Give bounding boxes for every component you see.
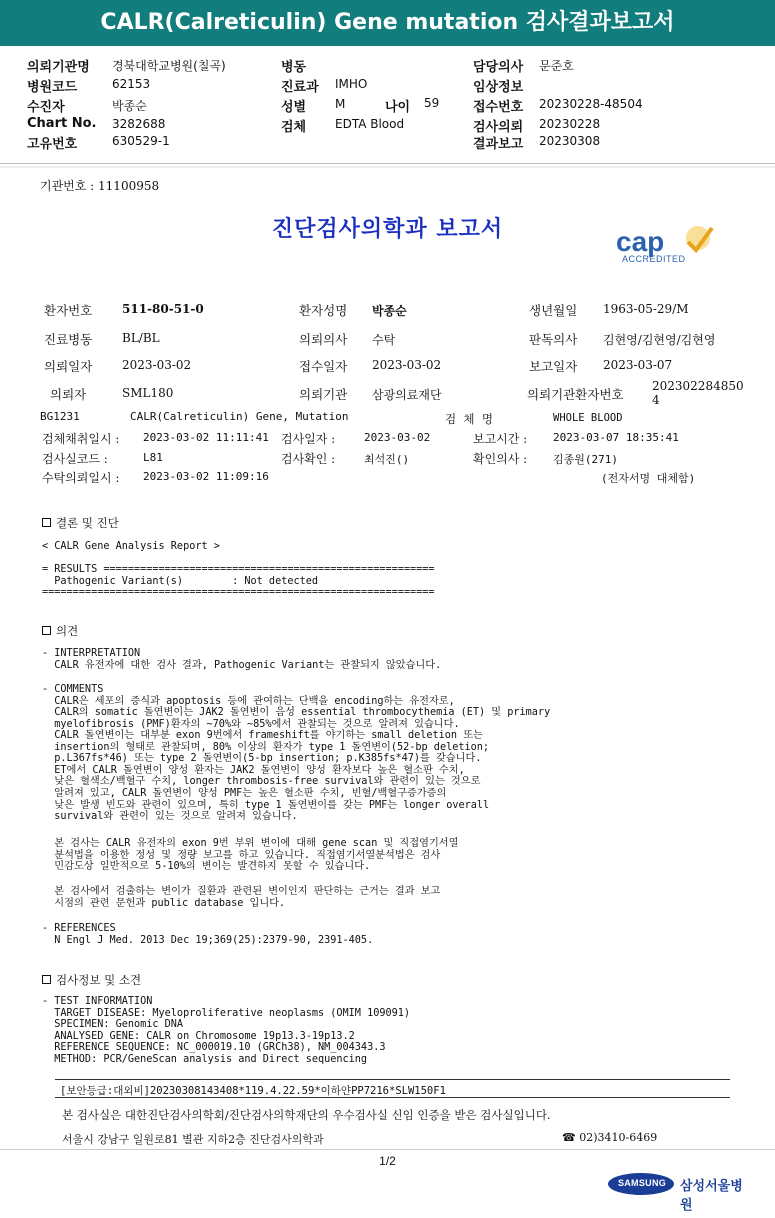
time-value: 김종원(271) [553, 453, 618, 466]
text-line: 낮은 혈색소/백혈구 수치, longer thrombosis-free survival와 관련이 있는 것으로 [42, 776, 481, 788]
header-value: 20230308 [539, 134, 601, 148]
info-label: 진료병동 [44, 332, 93, 347]
text-line: CALR의 somatic 돌연변이는 JAK2 돌연변이 음성 essential thrombocythemia (ET) 및 primary [42, 707, 551, 719]
age-value: 59 [424, 96, 440, 110]
time-label: 수탁의뢰일시 : [42, 471, 120, 485]
specimen-value: WHOLE BLOOD [553, 412, 623, 424]
report-title: 진단검사의학과 보고서 [271, 216, 504, 242]
footer-divider-2 [55, 1097, 730, 1098]
info-value: 수탁 [372, 333, 396, 347]
header-label-text: Chart No. [27, 116, 97, 131]
text-line: ET에서 CALR 돌연변이 양성 환자는 JAK2 돌연변이 양성 환자보다 높은 혈소판 수치, [42, 764, 465, 776]
text-line: - INTERPRETATION [42, 648, 141, 659]
info-label: 환자성명 [299, 303, 348, 318]
text-line: TARGET DISEASE: Myeloproliferative neoplasms (OMIM 109091) [42, 1007, 411, 1019]
info-value: BL/BL [122, 331, 160, 345]
section-bullet-icon [42, 626, 51, 635]
info-label: 의뢰자 [50, 387, 87, 402]
header-label-text: 검체 [281, 120, 307, 135]
text-line: - TEST INFORMATION [42, 996, 153, 1007]
header-label [27, 76, 77, 95]
info-value: SML180 [122, 386, 174, 400]
header-value: 3282688 [112, 117, 166, 131]
section-bullet-icon [42, 975, 51, 984]
text-line: survival와 관련이 있는 것으로 알려져 있습니다. [42, 811, 298, 823]
info-value: 삼광의료재단 [372, 388, 442, 402]
text-line: ANALYSED GENE: CALR on Chromosome 19p13.3-19p13.2 [42, 1030, 355, 1042]
time-value: 2023-03-02 11:11:41 [143, 431, 269, 444]
report-banner-title: CALR(Calreticulin) Gene mutation 검사결과보고서 [0, 0, 775, 46]
header-label [281, 96, 306, 115]
time-label: 보고시간 : [473, 432, 528, 446]
header-value: IMHO [335, 77, 368, 91]
hospital-name: 삼성서울병원 [680, 1179, 743, 1213]
footer-divider [55, 1079, 730, 1080]
header-label [27, 96, 65, 115]
info-value: 511-80-51-0 [122, 302, 204, 316]
header-value: 박종순 [112, 99, 147, 113]
section-bullet-icon [42, 518, 51, 527]
section-conclusion-label: 결론 및 진단 [56, 516, 119, 530]
time-label: 검사일자 : [281, 432, 336, 446]
header-label-text: 접수번호 [473, 100, 524, 115]
text-line: 낮은 발생 빈도와 관련이 있으며, 특히 type 1 돌연변이를 갖는 PMF는 longer overall [42, 799, 490, 811]
info-value: 박종순 [372, 304, 407, 318]
header-label-text: 병동 [281, 60, 307, 75]
section-test-info [42, 972, 141, 988]
header-value: 62153 [112, 77, 151, 91]
text-line: N Engl J Med. 2013 Dec 19;369(25):2379-90, 2391-405. [42, 934, 374, 946]
header-label-text: 임상정보 [473, 80, 524, 95]
header-label-text: 진료과 [281, 80, 319, 95]
time-label: 확인의사 : [473, 452, 528, 466]
text-line: - REFERENCES [42, 923, 116, 934]
cap-accredited-logo [614, 222, 724, 270]
section-conclusion [42, 515, 119, 531]
info-value: 202302284850 [652, 379, 744, 393]
cap-accredited-text: ACCREDITED [622, 254, 686, 264]
text-line: REFERENCE SEQUENCE: NC_000019.10 (GRCh38), NM_004343.3 [42, 1042, 386, 1054]
header-label-text: 병원코드 [27, 80, 78, 95]
text-line: CALR은 세포의 증식과 apoptosis 등에 관여하는 단백을 encoding하는 유전자로, [42, 695, 455, 707]
header-label [281, 76, 319, 95]
header-divider-shadow [0, 166, 775, 168]
time-label: 검체채취일시 : [42, 432, 120, 446]
text-line: 시점의 관련 문헌과 public database 입니다. [42, 897, 286, 909]
header-label-text: 수진자 [27, 100, 65, 115]
time-value: L81 [143, 451, 163, 464]
text-line: myelofibrosis (PMF)환자의 ~70%와 ~85%에서 관찰되는 것으로 알려져 있습니다. [42, 718, 460, 730]
lab-address: 서울시 강남구 일원로81 별관 지하2층 진단검사의학과 [62, 1133, 324, 1146]
cap-text: cap [616, 226, 665, 257]
age-label: 나이 [385, 100, 411, 115]
header-label [281, 56, 306, 75]
info-label: 보고일자 [529, 359, 578, 374]
header-value: 20230228-48504 [539, 97, 643, 111]
info-value: 2023-03-02 [122, 358, 192, 372]
header-label-text: 의뢰기관명 [27, 60, 90, 75]
time-value: 2023-03-02 [364, 431, 431, 444]
info-label: 의뢰기관 [299, 387, 348, 402]
text-line: 본 검사에서 검출하는 변이가 질환과 관련된 변이인지 판단하는 근거는 결과 보고 [42, 886, 441, 897]
text-line: 민감도상 일반적으로 5-10%의 변이는 발견하지 못할 수 있습니다. [42, 861, 371, 873]
lab-phone: ☎ 02)3410-6469 [562, 1131, 658, 1144]
header-value: 문준호 [539, 59, 574, 73]
header-label [27, 116, 96, 131]
test-code: BG1231 [40, 410, 80, 423]
info-value: 2023-03-02 [372, 358, 442, 372]
info-value-wrap: 4 [652, 393, 660, 407]
report-name: < CALR Gene Analysis Report > [42, 541, 220, 552]
header-label [27, 133, 77, 152]
time-value: 2023-03-02 11:09:16 [143, 470, 269, 483]
text-line: METHOD: PCR/GeneScan analysis and Direct sequencing [42, 1053, 368, 1065]
section-opinion [42, 623, 78, 639]
time-value: (전자서명 대체함) [601, 472, 696, 485]
text-line: ================================================================ [42, 587, 435, 598]
header-label [473, 76, 523, 95]
header-divider [0, 163, 775, 164]
time-label: 검사실코드 : [42, 452, 108, 466]
info-label: 환자번호 [44, 303, 93, 318]
info-label: 생년월일 [529, 303, 578, 318]
text-line: CALR 돌연변이는 대부분 exon 9번에서 frameshift를 야기하는 small deletion 또는 [42, 730, 483, 742]
header-label-text: 성별 [281, 100, 307, 115]
header-value: 경북대학교병원(칠곡) [112, 59, 226, 73]
text-line: insertion의 형태로 관찰되며, 80% 이상의 환자가 type 1 돌연변이(52-bp deletion; [42, 741, 490, 753]
text-line: 분석법을 이용한 정성 및 정량 보고를 하고 있습니다. 직접염기서열분석법은 검사 [42, 849, 441, 861]
text-line: = RESULTS ====================================================== [42, 564, 435, 575]
text-line: 본 검사는 CALR 유전자의 exon 9번 부위 변이에 대해 gene scan 및 직접염기서열 [42, 838, 459, 849]
header-label-text: 고유번호 [27, 137, 78, 152]
header-label [473, 133, 523, 152]
page-number: 1/2 [379, 1154, 396, 1168]
header-value: EDTA Blood [335, 117, 405, 131]
header-label-text: 검사의뢰 [473, 120, 524, 135]
info-label: 의뢰기관환자번호 [527, 387, 624, 402]
info-label: 의뢰의사 [299, 332, 348, 347]
header-label [473, 56, 523, 75]
info-value: 1963-05-29/M [603, 302, 689, 316]
info-label: 의뢰일자 [44, 359, 93, 374]
text-line: CALR 유전자에 대한 검사 결과, Pathogenic Variant는 관찰되지 않았습니다. [42, 659, 442, 671]
page-divider [0, 1149, 775, 1150]
institution-number: 기관번호 : 11100958 [40, 179, 160, 193]
info-value: 김현영/김현영/김현영 [603, 333, 716, 347]
section-test-info-label: 검사정보 및 소견 [56, 973, 142, 987]
header-label [473, 96, 523, 115]
text-line: Pathogenic Variant(s) : Not detected [42, 575, 319, 587]
header-label [27, 56, 90, 75]
header-value: 20230228 [539, 117, 601, 131]
certification-text: 본 검사실은 대한진단검사의학회/진단검사의학재단의 우수검사실 신임 인증을 받은 검사실입니다. [62, 1108, 551, 1122]
section-opinion-label: 의견 [56, 624, 79, 638]
text-line: - COMMENTS [42, 684, 104, 695]
time-value: 최석진() [364, 453, 410, 466]
header-label-text: 담당의사 [473, 60, 524, 75]
time-value: 2023-03-07 18:35:41 [553, 431, 679, 444]
specimen-label: 검 체 명 [445, 412, 493, 426]
header-value: M [335, 97, 346, 111]
header-label [281, 116, 306, 135]
text-line: 알려져 있고, CALR 돌연변이 양성 PMF는 높은 혈소판 수치, 빈혈/백혈구증가증의 [42, 787, 447, 799]
info-label: 접수일자 [299, 359, 348, 374]
samsung-hospital-logo [608, 1172, 748, 1213]
info-label: 판독의사 [529, 332, 578, 347]
security-line: [보안등급:대외비]20230308143408*119.4.22.59*이하얀PP7216*SLW150F1 [60, 1085, 446, 1097]
time-label: 검사확인 : [281, 452, 336, 466]
header-label-text: 결과보고 [473, 137, 524, 152]
samsung-text: SAMSUNG [617, 1178, 667, 1188]
text-line: SPECIMEN: Genomic DNA [42, 1019, 184, 1031]
header-value: 630529-1 [112, 134, 170, 148]
info-value: 2023-03-07 [603, 358, 673, 372]
test-name: CALR(Calreticulin) Gene, Mutation [130, 410, 349, 423]
text-line: p.L367fs*46) 또는 type 2 돌연변이(5-bp insertion; p.K385fs*47)를 갖습니다. [42, 753, 482, 765]
